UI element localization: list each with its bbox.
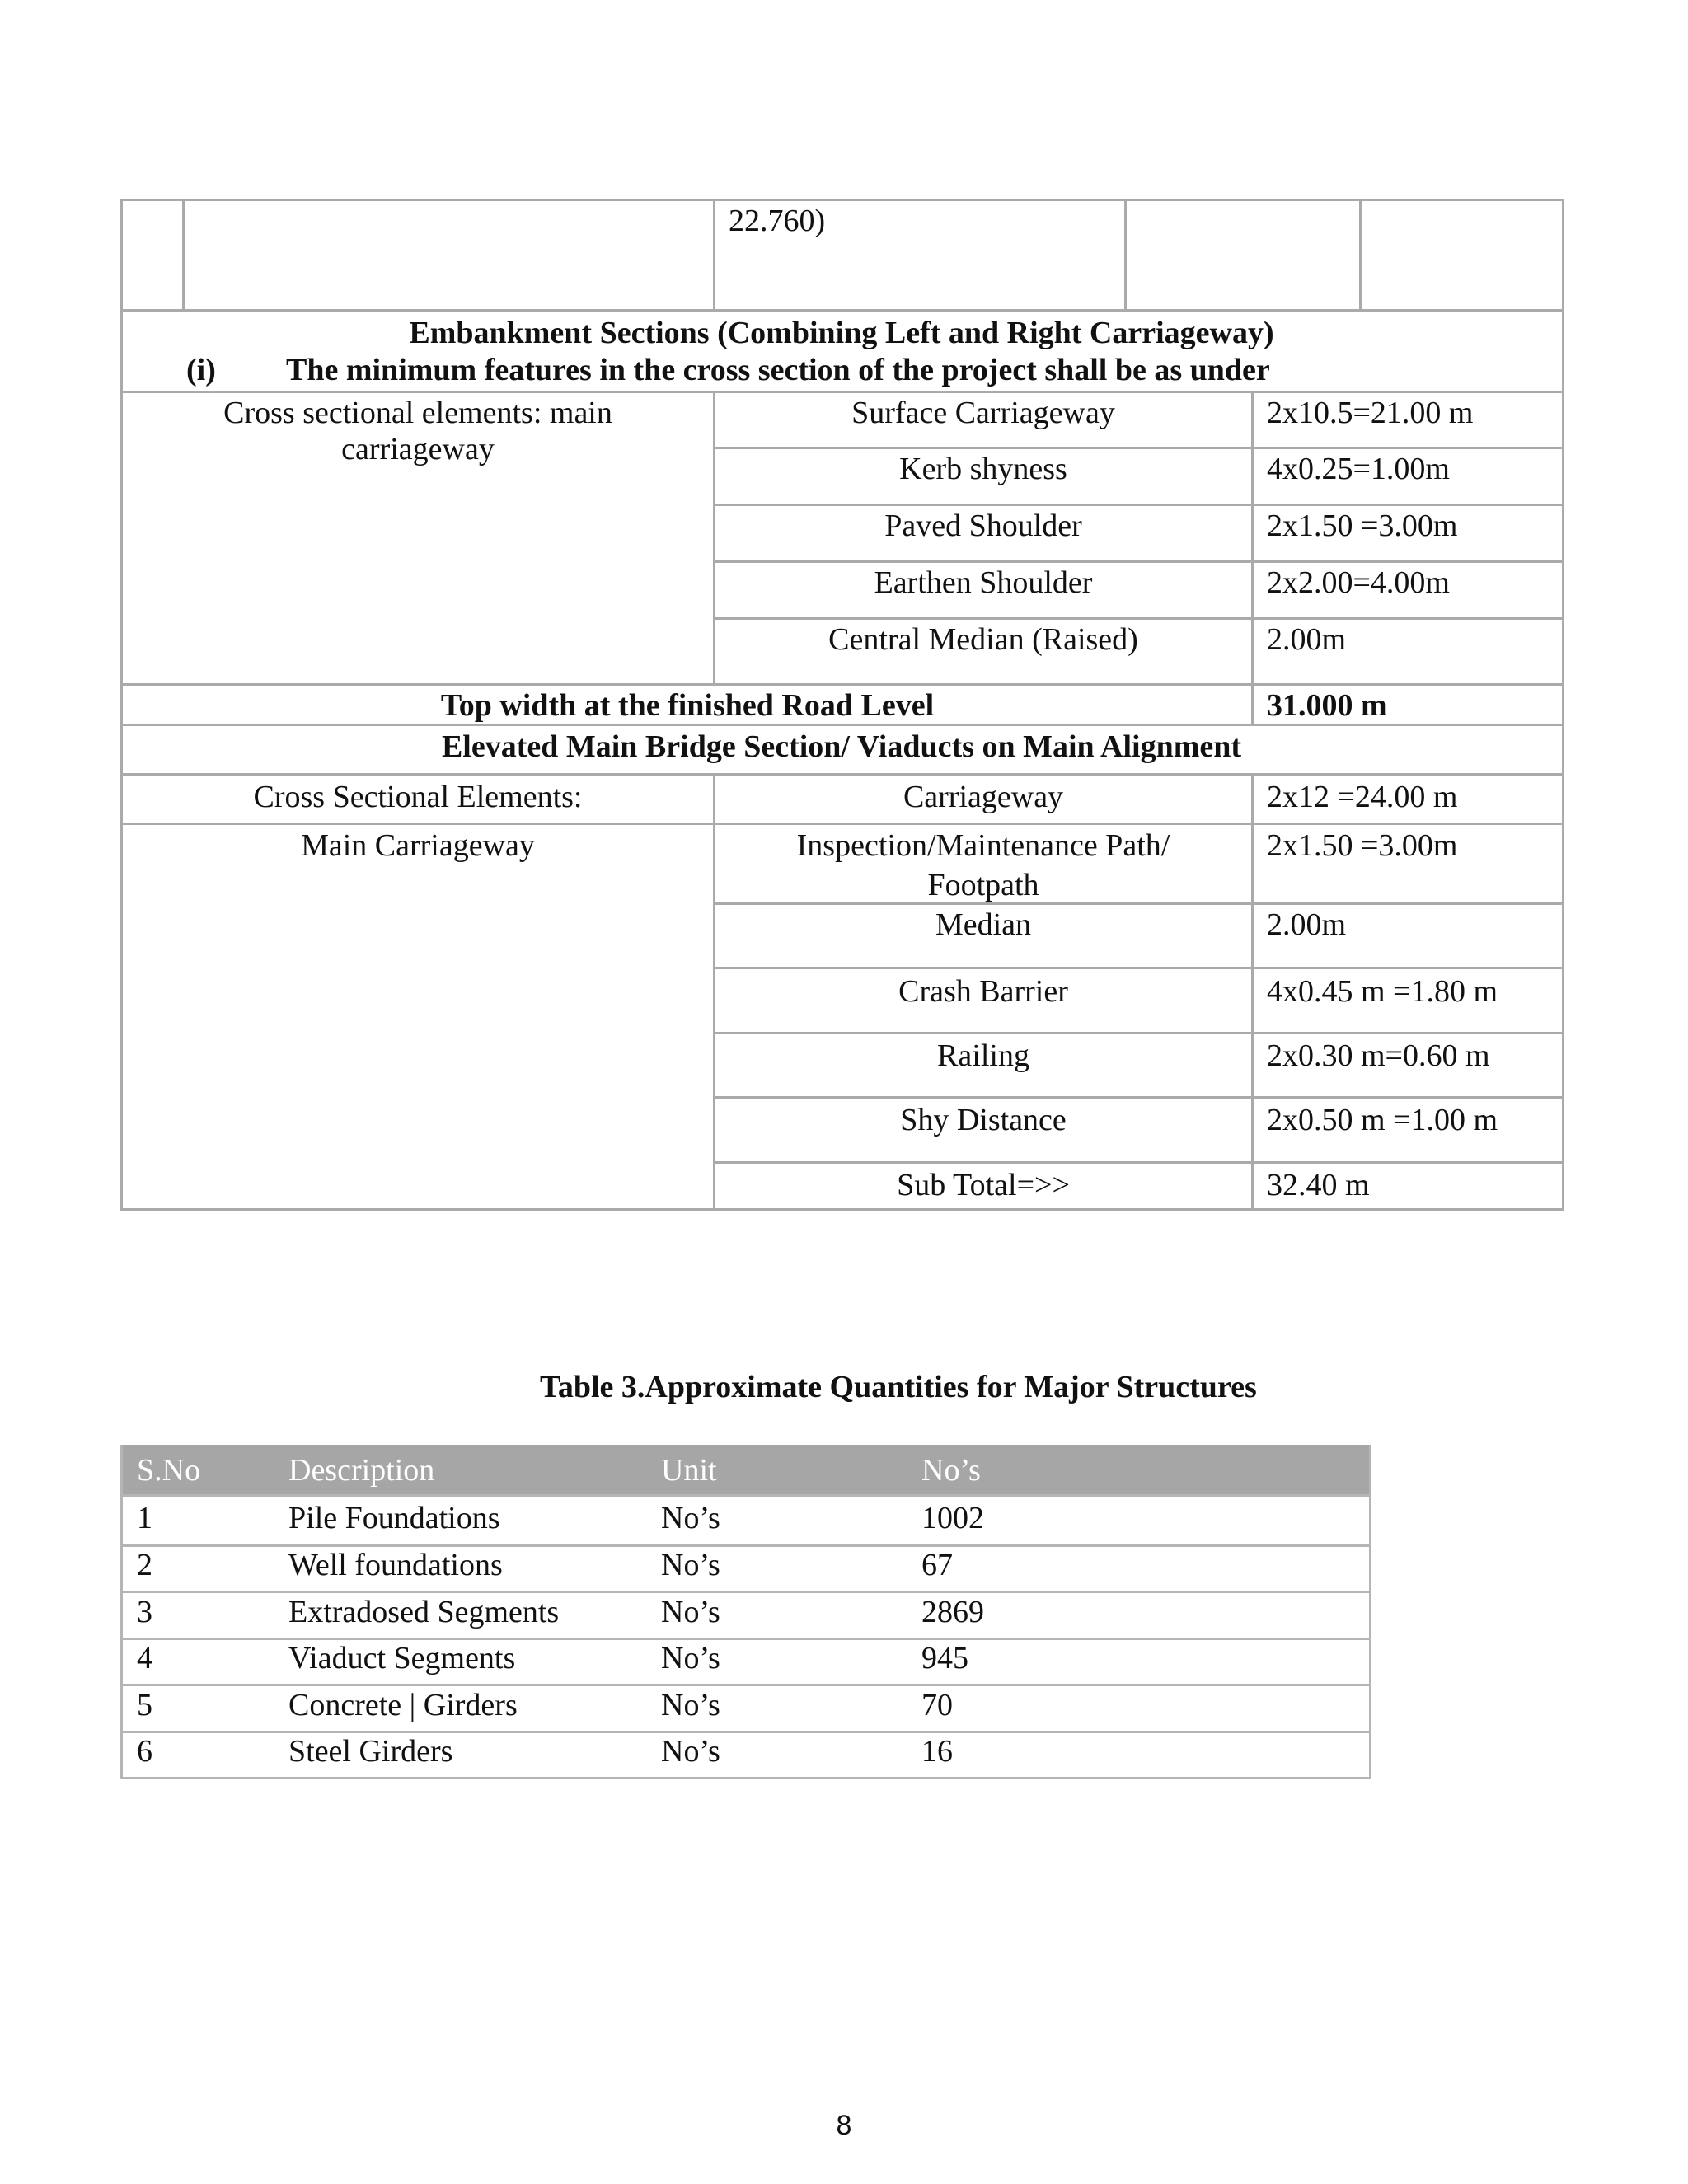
elevated-value: 2x0.30 m=0.60 m (1267, 1038, 1490, 1073)
embankment-value: 2x10.5=21.00 m (1267, 396, 1474, 430)
elevated-header-element: Carriageway (903, 780, 1064, 814)
continued-cell-value: 22.760) (729, 204, 826, 238)
embankment-group-label: Cross sectional elements: main (223, 396, 612, 430)
elevated-value: 4x0.45 m =1.80 m (1267, 974, 1498, 1009)
row-count: 945 (921, 1641, 968, 1675)
embankment-value: 2x1.50 =3.00m (1267, 509, 1458, 543)
elevated-element: Crash Barrier (898, 974, 1068, 1009)
row-description: Well foundations (288, 1548, 503, 1582)
row-unit: No’s (661, 1734, 720, 1769)
row-count: 70 (921, 1688, 953, 1722)
embankment-element: Central Median (Raised) (828, 622, 1138, 657)
elevated-header-label: Cross Sectional Elements: (253, 780, 583, 814)
column-header-sno: S.No (137, 1453, 201, 1488)
row-count: 2869 (921, 1595, 984, 1629)
row-count: 67 (921, 1548, 953, 1582)
embankment-subtitle-index: (i) (186, 353, 216, 387)
embankment-value: 2x2.00=4.00m (1267, 565, 1450, 600)
elevated-header-value: 2x12 =24.00 m (1267, 780, 1458, 814)
embankment-value: 2.00m (1267, 622, 1347, 657)
row-sno: 3 (137, 1595, 152, 1629)
row-count: 16 (921, 1734, 953, 1769)
row-sno: 4 (137, 1641, 152, 1675)
row-description: Concrete | Girders (288, 1688, 518, 1722)
quantities-table-caption: Table 3.Approximate Quantities for Major Structures (540, 1370, 1257, 1404)
row-unit: No’s (661, 1501, 720, 1535)
elevated-value: 2x1.50 =3.00m (1267, 828, 1458, 863)
embankment-element: Paved Shoulder (884, 509, 1082, 543)
column-header-unit: Unit (661, 1453, 717, 1488)
row-sno: 2 (137, 1548, 152, 1582)
page-number: 8 (836, 2110, 852, 2141)
row-sno: 1 (137, 1501, 152, 1535)
elevated-element: Inspection/Maintenance Path/ (796, 828, 1170, 863)
embankment-group-label-continued: carriageway (341, 432, 495, 466)
elevated-value: 2.00m (1267, 907, 1347, 942)
row-unit: No’s (661, 1688, 720, 1722)
row-description: Extradosed Segments (288, 1595, 560, 1629)
elevated-element: Shy Distance (900, 1103, 1067, 1137)
embankment-element: Kerb shyness (899, 452, 1067, 486)
row-unit: No’s (661, 1548, 720, 1582)
embankment-element: Earthen Shoulder (874, 565, 1093, 600)
column-header-count: No’s (921, 1453, 981, 1488)
elevated-section-title: Elevated Main Bridge Section/ Viaducts on Main Alignment (441, 729, 1242, 764)
row-count: 1002 (921, 1501, 984, 1535)
embankment-element: Surface Carriageway (851, 396, 1115, 430)
embankment-section-title: Embankment Sections (Combining Left and Right Carriageway) (409, 316, 1274, 350)
column-header-description: Description (288, 1453, 435, 1488)
subtotal-value: 32.40 m (1267, 1168, 1370, 1202)
embankment-section-subtitle: The minimum features in the cross section of the project shall be as under (286, 353, 1270, 387)
elevated-element-continued: Footpath (927, 868, 1039, 902)
embankment-value: 4x0.25=1.00m (1267, 452, 1450, 486)
elevated-value: 2x0.50 m =1.00 m (1267, 1103, 1498, 1137)
row-description: Steel Girders (288, 1734, 453, 1769)
row-unit: No’s (661, 1595, 720, 1629)
row-sno: 5 (137, 1688, 152, 1722)
elevated-element: Railing (937, 1038, 1029, 1073)
top-width-value: 31.000 m (1267, 688, 1387, 723)
subtotal-label: Sub Total=>> (897, 1168, 1070, 1202)
elevated-element: Median (935, 907, 1032, 942)
row-sno: 6 (137, 1734, 152, 1769)
row-unit: No’s (661, 1641, 720, 1675)
top-width-label: Top width at the finished Road Level (440, 688, 935, 723)
elevated-group-label: Main Carriageway (301, 828, 535, 863)
row-description: Pile Foundations (288, 1501, 500, 1535)
row-description: Viaduct Segments (288, 1641, 516, 1675)
